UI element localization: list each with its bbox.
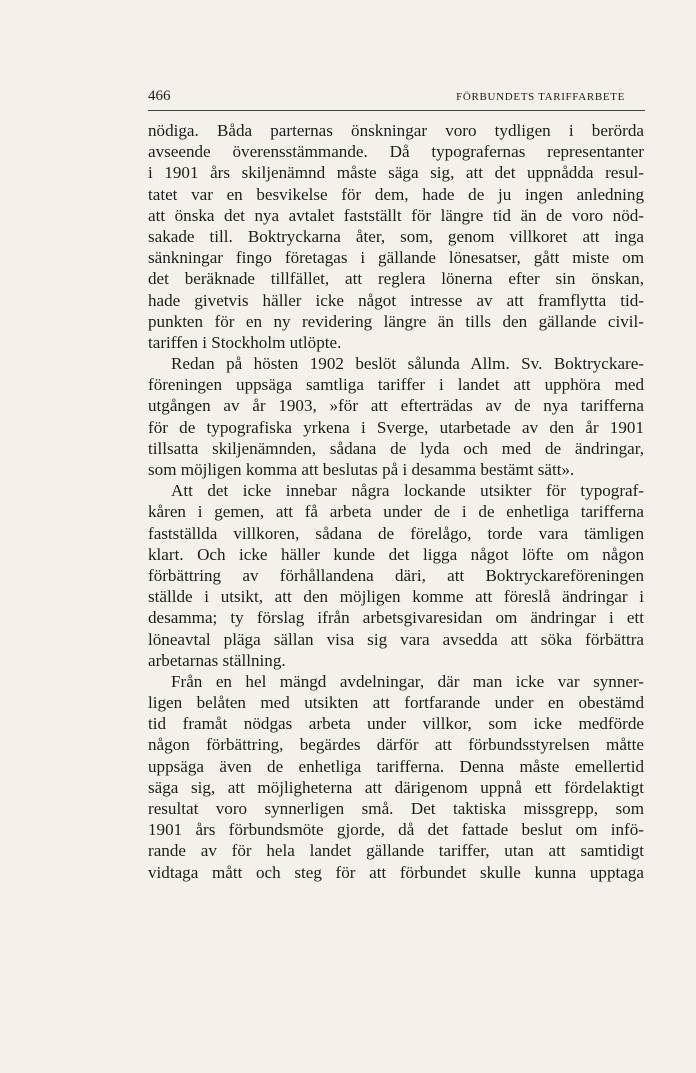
text-line: uppsäga även de enhetliga tarifferna. Denna måste emellertid <box>148 756 644 776</box>
text-line: som möjligen komma att beslutas på i desamma bestämt sätt». <box>148 460 575 479</box>
text-line: ställde i utsikt, att den möjligen komme att föreslå ändringar i <box>148 587 644 607</box>
text-line: det beräknade tillfället, att reglera lönerna efter sin önskan, <box>148 269 644 289</box>
text-line: ligen belåten med utsikten att fortfarande under en obestämd <box>148 693 644 713</box>
text-line: säga sig, att möjligheterna att därigenom uppnå ett fördelaktigt <box>148 777 644 797</box>
text-line: Att det icke innebar några lockande utsikter för typograf- <box>171 481 644 501</box>
text-line: tillsatta skiljenämnden, sådana de lyda och med de ändringar, <box>148 438 644 458</box>
body-text <box>148 120 644 883</box>
text-line: tid framåt nödgas arbeta under villkor, som icke medförde <box>148 714 644 734</box>
text-line: rande av för hela landet gällande tariffer, utan att samtidigt <box>148 841 644 861</box>
page-number: 466 <box>148 88 171 104</box>
text-line: kåren i gemen, att få arbeta under de i de enhetliga tarifferna <box>148 502 644 522</box>
text-line: hade givetvis häller icke något intresse av att framflytta tid- <box>148 290 644 310</box>
text-line: vidtaga mått och steg för att förbundet skulle kunna upptaga <box>148 862 644 882</box>
text-line: 1901 års förbundsmöte gjorde, då det fattade beslut om infö- <box>148 820 644 840</box>
text-line: förbättring av förhållandena däri, att Boktryckareföreningen <box>148 565 644 585</box>
text-line: klart. Och icke häller kunde det ligga något löfte om någon <box>148 544 644 564</box>
text-line: avseende överensstämmande. Då typografernas representanter <box>148 142 644 162</box>
text-line: sänkningar fingo företagas i gällande lönesatser, gått miste om <box>148 248 644 268</box>
text-line: arbetarnas ställning. <box>148 650 286 670</box>
text-line: Från en hel mängd avdelningar, där man icke var synner- <box>171 671 644 691</box>
text-line: någon förbättring, begärdes därför att förbundsstyrelsen måtte <box>148 735 644 755</box>
text-line: desamma; ty förslag ifrån arbetsgivaresidan om ändringar i ett <box>148 608 644 628</box>
text-line: resultat voro synnerligen små. Det taktiska missgrepp, som <box>148 799 644 818</box>
text-line: sakade till. Boktryckarna åter, som, genom villkoret att inga <box>148 226 644 246</box>
text-line: punkten för en ny revidering längre än tills den gällande civil- <box>148 311 644 331</box>
running-title: FÖRBUNDETS TARIFFARBETE <box>456 91 625 103</box>
text-line: att önska det nya avtalet fastställt för längre tid än de voro nöd- <box>148 205 644 225</box>
header-rule <box>148 110 645 111</box>
text-line: löneavtal pläga sällan visa sig vara avsedda att söka förbättra <box>148 629 644 649</box>
text-line: utgången av år 1903, »för att efterträdas av de nya tarifferna <box>148 396 644 416</box>
text-line: tariffen i Stockholm utlöpte. <box>148 332 342 352</box>
text-line: föreningen uppsäga samtliga tariffer i landet att upphöra med <box>148 375 644 395</box>
text-line: tatet var en besvikelse för dem, hade de ju ingen anledning <box>148 184 644 204</box>
page-header <box>148 88 642 105</box>
text-line: Redan på hösten 1902 beslöt sålunda Allm. Sv. Boktryckare- <box>171 354 644 374</box>
text-line: i 1901 års skiljenämnd måste säga sig, att det uppnådda resul- <box>148 163 644 183</box>
text-line: nödiga. Båda parternas önskningar voro tydligen i berörda <box>148 121 644 140</box>
text-line: fastställda villkoren, sådana de förelågo, torde vara tämligen <box>148 523 644 543</box>
text-line: för de typografiska yrkena i Sverge, utarbetade av den år 1901 <box>148 417 644 437</box>
